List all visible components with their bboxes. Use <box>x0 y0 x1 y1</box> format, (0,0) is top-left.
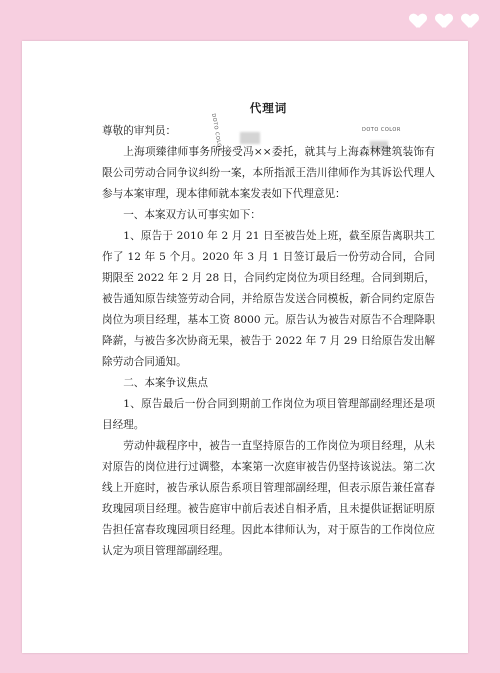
heart-icon <box>462 14 478 28</box>
document-page <box>22 41 468 653</box>
heart-decoration <box>410 14 478 28</box>
heart-icon <box>436 14 452 28</box>
document-title: 代理词 <box>249 101 288 115</box>
paragraph: 劳动仲裁程序中，被告一直坚持原告的工作岗位为项目经理，从未对原告的岗位进行过调整，本案第一次庭审被告仍坚持该说法。第二次线上开庭时，被告承认原告系项目管理部副经理，但表示原告兼任富春玫瑰园项目经理。被告庭审中前后表述自相矛盾，且未提供证据证明原告担任富春玫瑰园项目经理。因此本律师认为，对于原告的工作岗位应认定为项目管理部副经理。 <box>102 440 435 557</box>
section-heading: 二、本案争议焦点 <box>123 377 208 389</box>
paragraph: 上海项臻律师事务所接受冯××委托，就其与上海森林建筑装饰有限公司劳动合同争议纠纷一案，本所指派王浩川律师作为其诉讼代理人参与本案审理，现本律师就本案发表如下代理意见： <box>102 146 435 200</box>
paragraph: 1、原告最后一份合同到期前工作岗位为项目管理部副经理还是项目经理。 <box>102 398 435 431</box>
heart-icon <box>410 14 426 28</box>
document-body <box>102 98 435 562</box>
section-heading: 一、本案双方认可事实如下： <box>123 209 261 221</box>
watermark-text: DOTO COLOR <box>210 113 223 153</box>
watermark-text: DOTO COLOR <box>362 127 401 133</box>
salutation: 尊敬的审判员： <box>102 125 177 137</box>
paragraph: 1、原告于 2010 年 2 月 21 日至被告处上班，截至原告离职共工作了 12 年 5 个月。2020 年 3 月 1 日签订最后一份劳动合同，合同期限至 2022 年 2 月 28 日，合同约定岗位为项目经理。合同到期后，被告通知原告续签劳动合同，并给原告发送合同模板，新合同约定原告岗位为项目经理，基本工资 8000 元。原告认为被告对原告不合理降职降薪，与被告多次协商无果，被告于 2022 年 7 月 29 日给原告发出解除劳动合同通知。 <box>102 230 435 368</box>
